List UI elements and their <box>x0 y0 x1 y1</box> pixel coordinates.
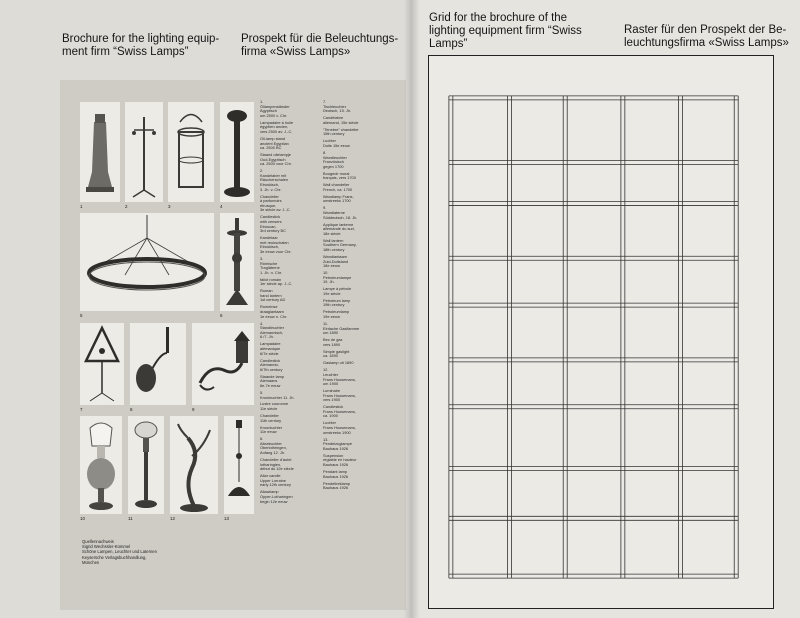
caption-entry: Wall lantern Southern Germany, 18th century <box>323 237 357 252</box>
photo-number: 10 <box>80 516 86 521</box>
layout-grid-frame <box>428 55 774 609</box>
photo-number: 5 <box>80 313 83 318</box>
photo-number: 2 <box>125 204 128 209</box>
caption-entry: 10. Petroleumlampe 19. Jh. <box>323 270 352 285</box>
caption-entry: 13. Pendelzuglampe Bauhaus 1926 <box>323 436 352 451</box>
photo-crown-chandelier <box>80 213 214 311</box>
photo-number: 8 <box>130 407 133 412</box>
photo-number: 6 <box>220 313 223 318</box>
caption-entry: Roman hand lantern 1st century AD <box>260 288 286 303</box>
caption-entry: Bec de gaz vers 1890 <box>323 337 343 347</box>
photo-alemannic-candlestick <box>220 102 254 202</box>
caption-entry: Simple gaslight ca. 1890 <box>323 348 350 359</box>
caption-entry: 5. Kronleuchter 11. Jh. <box>260 389 295 400</box>
photo-number: 9 <box>192 407 195 412</box>
photo-number: 3 <box>168 204 171 209</box>
caption-entry: Altaarlamp Opper-Lotharingen begin 12e eeuw <box>260 489 293 504</box>
caption-entry: Lampadaire à huile égyptien ancien, vers 2500 av. J.-C. <box>260 119 294 134</box>
photo-wall-lantern <box>192 323 254 405</box>
caption-entry: Chandelier à parfumoirs étrusque, 3e siècle av. J.-C. <box>260 193 291 213</box>
caption-entry: Chandelier d’autel lotharingien, début du 12e siècle <box>260 456 294 472</box>
caption-entry: Lampadaire alémanique 6/7e siècle <box>260 341 281 356</box>
photo-bauhaus-pendant-lamp <box>224 416 254 514</box>
caption-entry: Pendeltreklamp Bauhaus 1926 <box>323 480 351 491</box>
caption-entry: Staand olielampje Oud-Egyptisch ca. 2500 voor Chr. <box>260 152 292 167</box>
heading-grid-de: Raster für den Prospekt der Be- leuchtungsfirma «Swiss Lamps» <box>624 24 789 49</box>
caption-entry: Lampe à pétrole 19e siècle <box>323 286 352 296</box>
photo-roman-lantern <box>168 102 214 202</box>
caption-entry: “Tenebre” chandelier 15th century <box>323 126 359 137</box>
source-credit: Quellennachweis Sigrid Wechssler-Kümmel Schöne Lampen, Leuchter und Laternen Keysersche Verlagsbuchhandlung, München <box>82 539 157 565</box>
caption-entry: 9. Wandlaterne Süddeutsch, 18. Jh. <box>323 205 358 220</box>
caption-entry: Wandlantaarn Zuid-Duitsland 18e eeuw <box>323 253 349 269</box>
layout-grid <box>429 56 773 608</box>
caption-entry: Kroonluchter 11e eeuw <box>260 424 283 435</box>
caption-entry: 8. Wandleuchter Französisch gegen 1700 <box>323 149 347 169</box>
photo-petroleum-lamp <box>80 416 122 514</box>
caption-entry: Candlestick Alemannic, 6/7th century <box>260 357 283 372</box>
photo-oil-lamp-stand <box>80 102 120 202</box>
photo-candlestick-censers <box>125 102 163 202</box>
caption-entry: Chandelier 11th century <box>260 413 282 423</box>
photo-number: 7 <box>80 407 83 412</box>
caption-entry: 6. Altarleuchter Oberlothringen, Anfang 12. Jh. <box>260 436 287 455</box>
caption-entry: Candlestick Frans Hoosemans, ca. 1900 <box>323 404 356 419</box>
caption-entry: Luchter Frans Hoosemans, omstreeks 1900 <box>323 420 356 435</box>
caption-entry: 4. Standleuchter Alemannisch, 6./7. Jh. <box>260 320 285 340</box>
heading-brochure-en: Brochure for the lighting equip- ment firm “Swiss Lamps” <box>62 33 220 58</box>
caption-entry: Luchter Duits 15e eeuw <box>323 138 350 148</box>
photo-number: 12 <box>170 516 176 521</box>
caption-entry: 7. Tischleuchter Deutsch, 15. Jh. <box>323 99 352 114</box>
caption-entry: Bougeoir mural français, vers 1700 <box>323 170 356 181</box>
photo-number: 1 <box>80 204 83 209</box>
photo-art-nouveau-candlestick <box>170 416 218 514</box>
photo-number: 11 <box>128 516 133 521</box>
caption-entry: Suspension réglable en hauteur Bauhaus 1926 <box>323 452 357 467</box>
caption-entry: Altar candle Upper Lorraine early 12th century <box>260 473 291 488</box>
caption-entry: Applique lanterne allemande du sud, 18e siècle <box>323 221 355 236</box>
caption-entry: Staande lamp Alemaans 6e-7e eeuw <box>260 373 285 388</box>
caption-entry: Wandlamp Frans, omstreeks 1700 <box>323 193 354 204</box>
heading-grid-en: Grid for the brochure of the lighting equipment firm “Swiss Lamps” <box>429 12 582 50</box>
photo-altar-candlestick <box>220 213 254 311</box>
caption-entry: Romeinse draaglantaarn 1e eeuw n. Chr. <box>260 304 288 319</box>
caption-entry: Wall chandelier French, ca. 1700 <box>323 182 353 192</box>
caption-entry: 3. Römische Tragläterne 1. Jh. n. Chr. <box>260 255 283 275</box>
book-gutter <box>404 0 420 618</box>
caption-entry: Gaslamp uit 1890 <box>323 360 354 366</box>
caption-column-2 <box>323 100 383 493</box>
caption-entry: Lustre couronne 11e siècle <box>260 401 289 412</box>
photo-wall-chandelier <box>130 323 186 405</box>
photo-number: 13 <box>224 516 230 521</box>
caption-entry: Petroleum lamp 19th century <box>323 297 351 308</box>
photo-gaslight <box>128 416 164 514</box>
caption-entry: 11. Einfache Gasflamme um 1890 <box>323 321 360 336</box>
caption-entry: Petroleumlamp 19e eeuw <box>323 309 350 320</box>
caption-entry: 12. Leuchter Frans Hoosemans, um 1900 <box>323 367 356 387</box>
photo-tenebrae-chandelier <box>80 323 124 405</box>
caption-entry: Pendant lamp Bauhaus 1926 <box>323 468 349 479</box>
photo-number: 4 <box>220 204 223 209</box>
heading-brochure-de: Prospekt für die Beleuchtungs- firma «Swiss Lamps» <box>241 33 399 58</box>
caption-entry: Candélabre allemand, 15e siècle <box>323 115 359 125</box>
caption-entry: Kandelaar met reukschalen Etruskisch, 3e eeuw voor Chr. <box>260 235 292 254</box>
caption-entry: Oil-lamp stand ancient Egyptian ca. 2500 BC <box>260 135 289 151</box>
caption-entry: 1. Öllampenständer Ägyptisch um 2500 v. Chr. <box>260 99 290 118</box>
caption-entry: fallot romain 1er siècle ap. J.-C. <box>260 276 293 287</box>
caption-entry: Candlestick with censers Etruscan, 3rd century BC <box>260 214 286 234</box>
brochure-page <box>60 80 406 610</box>
caption-entry: 2. Kandelaber mit Räucherschalen Etruskisch, 3. Jh. v. Chr. <box>260 168 289 192</box>
caption-column-1 <box>260 100 318 507</box>
caption-entry: Luminaire Frans Hoosemans, vers 1900 <box>323 388 356 403</box>
